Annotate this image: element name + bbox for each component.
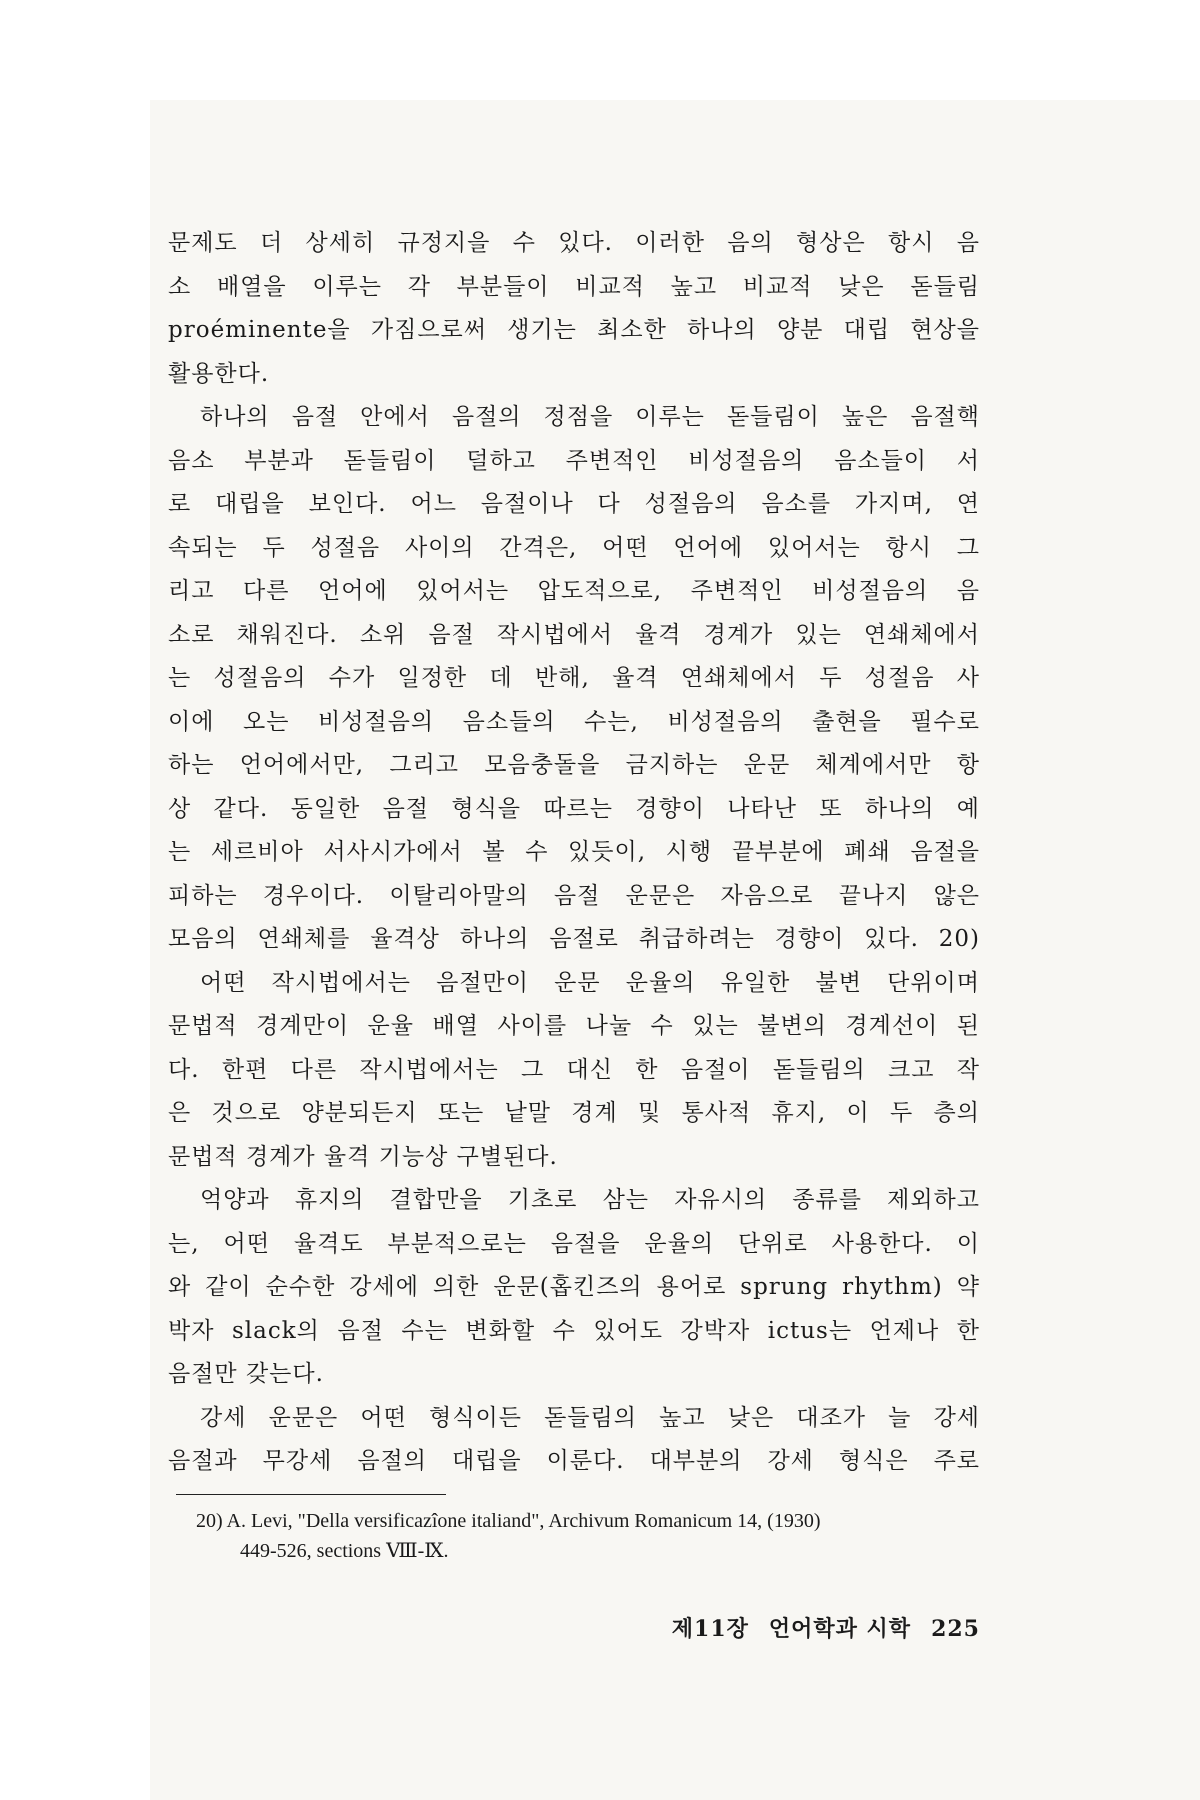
text-line: 다. 한편 다른 작시법에서는 그 대신 한 음절이 돋들림의 크고 작 [168, 1056, 980, 1083]
footnote-divider [176, 1494, 446, 1495]
paragraph-first-line: 강세 운문은 어떤 형식이든 돋들림의 높고 낮은 대조가 늘 강세 [200, 1404, 980, 1431]
text-line: 소 배열을 이루는 각 부분들이 비교적 높고 비교적 낮은 돋들림 [168, 273, 980, 300]
chapter-label: 제11장 [671, 1616, 749, 1642]
paragraph-first-line: 억양과 휴지의 결합만을 기초로 삼는 자유시의 종류를 제외하고 [200, 1187, 980, 1213]
text-line: 하는 언어에서만, 그리고 모음충돌을 금지하는 운문 체계에서만 항 [168, 752, 980, 778]
text-line: 는 세르비아 서사시가에서 볼 수 있듯이, 시행 끝부분에 폐쇄 음절을 [168, 839, 980, 865]
text-line-with-footnote-ref: 모음의 연쇄체를 율격상 하나의 음절로 취급하려는 경향이 있다. 20) [168, 926, 980, 952]
footnote-line: 449-526, sections Ⅷ-Ⅸ. [240, 1540, 449, 1562]
text-line: 로 대립을 보인다. 어느 음절이나 다 성절음의 음소를 가지며, 연 [168, 491, 980, 517]
page-number: 225 [931, 1616, 980, 1642]
text-line: 피하는 경우이다. 이탈리아말의 음절 운문은 자음으로 끝나지 않은 [168, 882, 980, 909]
text-line: 문제도 더 상세히 규정지을 수 있다. 이러한 음의 형상은 항시 음 [168, 230, 980, 256]
text-line: 는, 어떤 율격도 부분적으로는 음절을 운율의 단위로 사용한다. 이 [168, 1230, 980, 1257]
chapter-title: 언어학과 시학 [768, 1616, 912, 1642]
text-line: 상 같다. 동일한 음절 형식을 따르는 경향이 나타난 또 하나의 예 [168, 795, 980, 822]
text-line: 음소 부분과 돋들림이 덜하고 주변적인 비성절음의 음소들이 서 [168, 447, 980, 474]
text-line: 박자 slack의 음절 수는 변화할 수 있어도 강박자 ictus는 언제나 한 [168, 1317, 980, 1344]
text-line: 소로 채워진다. 소위 음절 작시법에서 율격 경계가 있는 연쇄체에서 [168, 621, 980, 648]
text-line: 음절과 무강세 음절의 대립을 이룬다. 대부분의 강세 형식은 주로 [168, 1448, 980, 1474]
text-line: 활용한다. [168, 360, 270, 387]
text-line: 는 성절음의 수가 일정한 데 반해, 율격 연쇄체에서 두 성절음 사 [168, 665, 980, 691]
text-line: 와 같이 순수한 강세에 의한 운문(홉킨즈의 용어로 sprung rhythm) 약 [168, 1274, 980, 1300]
running-footer [672, 1612, 980, 1643]
paragraph-first-line: 어떤 작시법에서는 음절만이 운문 운율의 유일한 불변 단위이며 [200, 969, 980, 996]
text-line: 문법적 경계가 율격 기능상 구별된다. [168, 1143, 558, 1170]
text-line: proéminente을 가짐으로써 생기는 최소한 하나의 양분 대립 현상을 [168, 317, 980, 343]
footnote [196, 1506, 986, 1566]
text-line: 은 것으로 양분되든지 또는 낱말 경계 및 통사적 휴지, 이 두 층의 [168, 1100, 980, 1126]
text-line: 음절만 갖는다. [168, 1361, 324, 1387]
text-line: 속되는 두 성절음 사이의 간격은, 어떤 언어에 있어서는 항시 그 [168, 534, 980, 561]
footnote-line: 20) A. Levi, "Della versificazîone italiand", Archivum Romanicum 14, (1930) [196, 1510, 821, 1532]
paragraph-first-line: 하나의 음절 안에서 음절의 정점을 이루는 돋들림이 높은 음절핵 [200, 404, 980, 430]
text-line: 이에 오는 비성절음의 음소들의 수는, 비성절음의 출현을 필수로 [168, 708, 980, 735]
body-text [168, 222, 980, 1484]
text-line: 리고 다른 언어에 있어서는 압도적으로, 주변적인 비성절음의 음 [168, 578, 980, 604]
text-line: 문법적 경계만이 운율 배열 사이를 나눌 수 있는 불변의 경계선이 된 [168, 1013, 980, 1039]
